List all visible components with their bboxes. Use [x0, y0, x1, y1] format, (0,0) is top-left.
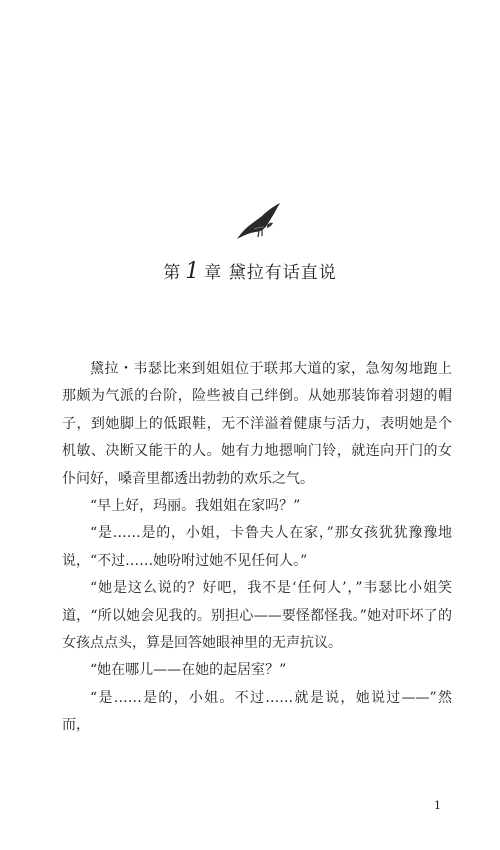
- page-number: 1: [434, 799, 441, 812]
- chapter-prefix: 第: [163, 263, 182, 283]
- chapter-body: [62, 356, 452, 740]
- chapter-title: [0, 258, 500, 284]
- paragraph: “她是这么说的？好吧，我不是‘任何人’，”韦瑟比小姐笑道，“所以她会见我的。别担心——要怪都怪我。”她对吓坏了的女孩点点头，算是回答她眼神里的无声抗议。: [62, 580, 452, 652]
- paragraph: “是……是的，小姐。不过……就是说，她说过——”然而，: [62, 689, 452, 734]
- swallow-bird-icon: [234, 200, 284, 242]
- paragraph: “她在哪儿——在她的起居室？”: [90, 662, 287, 679]
- paragraph: “是……是的，小姐，卡鲁夫人在家，”那女孩犹犹豫豫地说，“不过……她吩咐过她不见任何人。”: [62, 525, 452, 569]
- paragraph: “早上好，玛丽。我姐姐在家吗？”: [90, 498, 301, 515]
- chapter-name: 黛拉有话直说: [228, 263, 337, 283]
- paragraph: 黛拉・韦瑟比来到姐姐位于联邦大道的家，急匆匆地跑上那颇为气派的台阶，险些被自己绊倒。从她那装饰着羽翅的帽子，到她脚上的低跟鞋，无不洋溢着健康与活力，表明她是个机敏、决断又能干的人。她有力地摁响门铃，就连向开门的女仆问好，嗓音里都透出勃勃的欢乐之气。: [62, 361, 452, 487]
- chapter-suffix: 章: [204, 263, 223, 283]
- chapter-number: 1: [185, 259, 201, 284]
